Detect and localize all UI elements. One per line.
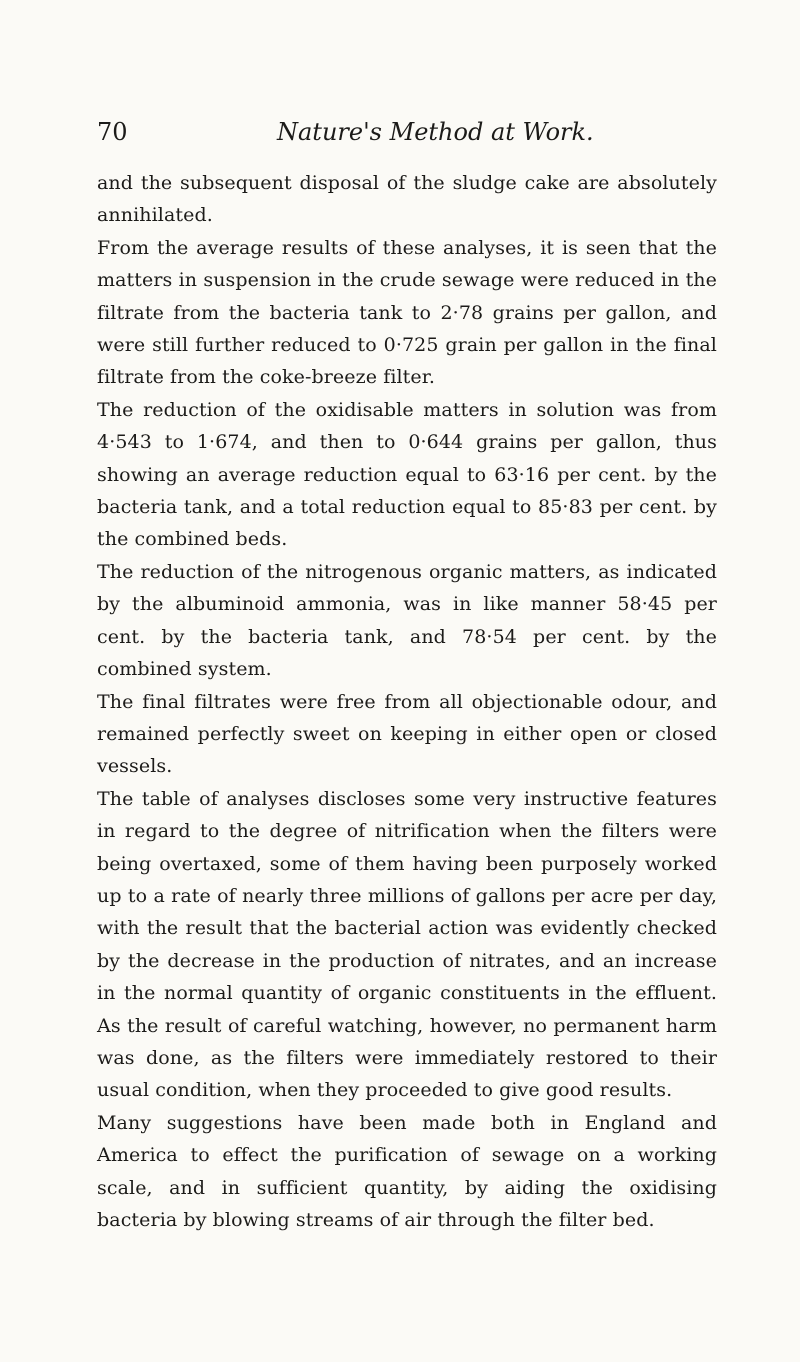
running-title: Nature's Method at Work. bbox=[277, 118, 594, 146]
paragraph-5: The final filtrates were free from all objectionable odour, and remained perfectly sweet on keeping in either open or closed vessels. bbox=[97, 690, 717, 778]
paragraph-4: The reduction of the nitrogenous organic matters, as indicated by the albuminoid ammonia, was in like manner 58·45 per cent. by the bacteria tank, and 78·54 per cent. by the combined system. bbox=[97, 560, 717, 681]
page-number: 70 bbox=[97, 118, 128, 146]
body-text bbox=[97, 167, 717, 1236]
paragraph-6: The table of analyses discloses some very instructive features in regard to the degree of nitrification when the filters were being overtaxed, some of them having been purposely worked up to a rate of nearly three millions of gallons per acre per day, with the result that the bacterial action was evidently checked by the decrease in the production of nitrates, and an increase in the normal quantity of organic constituents in the effluent. As the result of careful watching, however, no permanent harm was done, as the filters were immediately restored to their usual condition, when they proceeded to give good results. bbox=[97, 787, 717, 1102]
page-header bbox=[97, 117, 716, 151]
paragraph-3: The reduction of the oxidisable matters in solution was from 4·543 to 1·674, and then to 0·644 grains per gallon, thus showing an average reduction equal to 63·16 per cent. by the bacteria tank, and a total reduction equal to 85·83 per cent. by the combined beds. bbox=[97, 398, 717, 551]
paragraph-2: From the average results of these analyses, it is seen that the matters in suspension in the crude sewage were reduced in the filtrate from the bacteria tank to 2·78 grains per gallon, and were still further reduced to 0·725 grain per gallon in the final filtrate from the coke-breeze filter. bbox=[97, 236, 717, 389]
paragraph-1: and the subsequent disposal of the sludge cake are absolutely annihilated. bbox=[97, 172, 717, 227]
paragraph-7: Many suggestions have been made both in England and America to effect the purification of sewage on a working scale, and in sufficient quantity, by aiding the oxidising bacteria by blowing streams of air through the filter bed. bbox=[97, 1111, 717, 1231]
